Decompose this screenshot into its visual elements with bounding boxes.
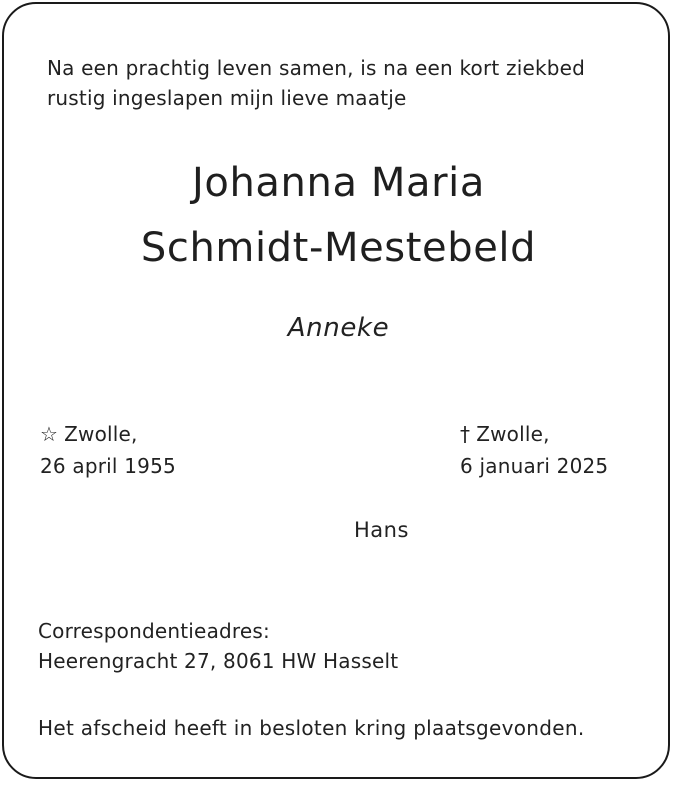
- intro-line-1: Na een prachtig leven samen, is na een kort ziekbed: [47, 56, 586, 80]
- deceased-name-line-1: Johanna Maria: [192, 160, 485, 206]
- death-info: [460, 418, 608, 482]
- intro-text: [47, 53, 585, 113]
- birth-place: Zwolle,: [64, 422, 138, 446]
- correspondence-address-line: Heerengracht 27, 8061 HW Hasselt: [38, 649, 399, 673]
- deceased-nickname: Anneke: [287, 313, 390, 343]
- correspondence-label: Correspondentieadres:: [38, 619, 270, 643]
- farewell-note: Het afscheid heeft in besloten kring plaatsgevonden.: [38, 716, 585, 740]
- death-date: 6 januari 2025: [460, 454, 609, 478]
- intro-line-2: rustig ingeslapen mijn lieve maatje: [47, 86, 407, 110]
- correspondence-address: [38, 616, 398, 676]
- deceased-name-line-2: Schmidt-Mestebeld: [140, 225, 537, 271]
- dagger-icon: †: [460, 422, 471, 446]
- star-icon: ☆: [40, 422, 59, 446]
- signed-by: Hans: [354, 518, 409, 542]
- death-place: Zwolle,: [476, 422, 550, 446]
- birth-info: [40, 418, 176, 482]
- birth-date: 26 april 1955: [40, 454, 176, 478]
